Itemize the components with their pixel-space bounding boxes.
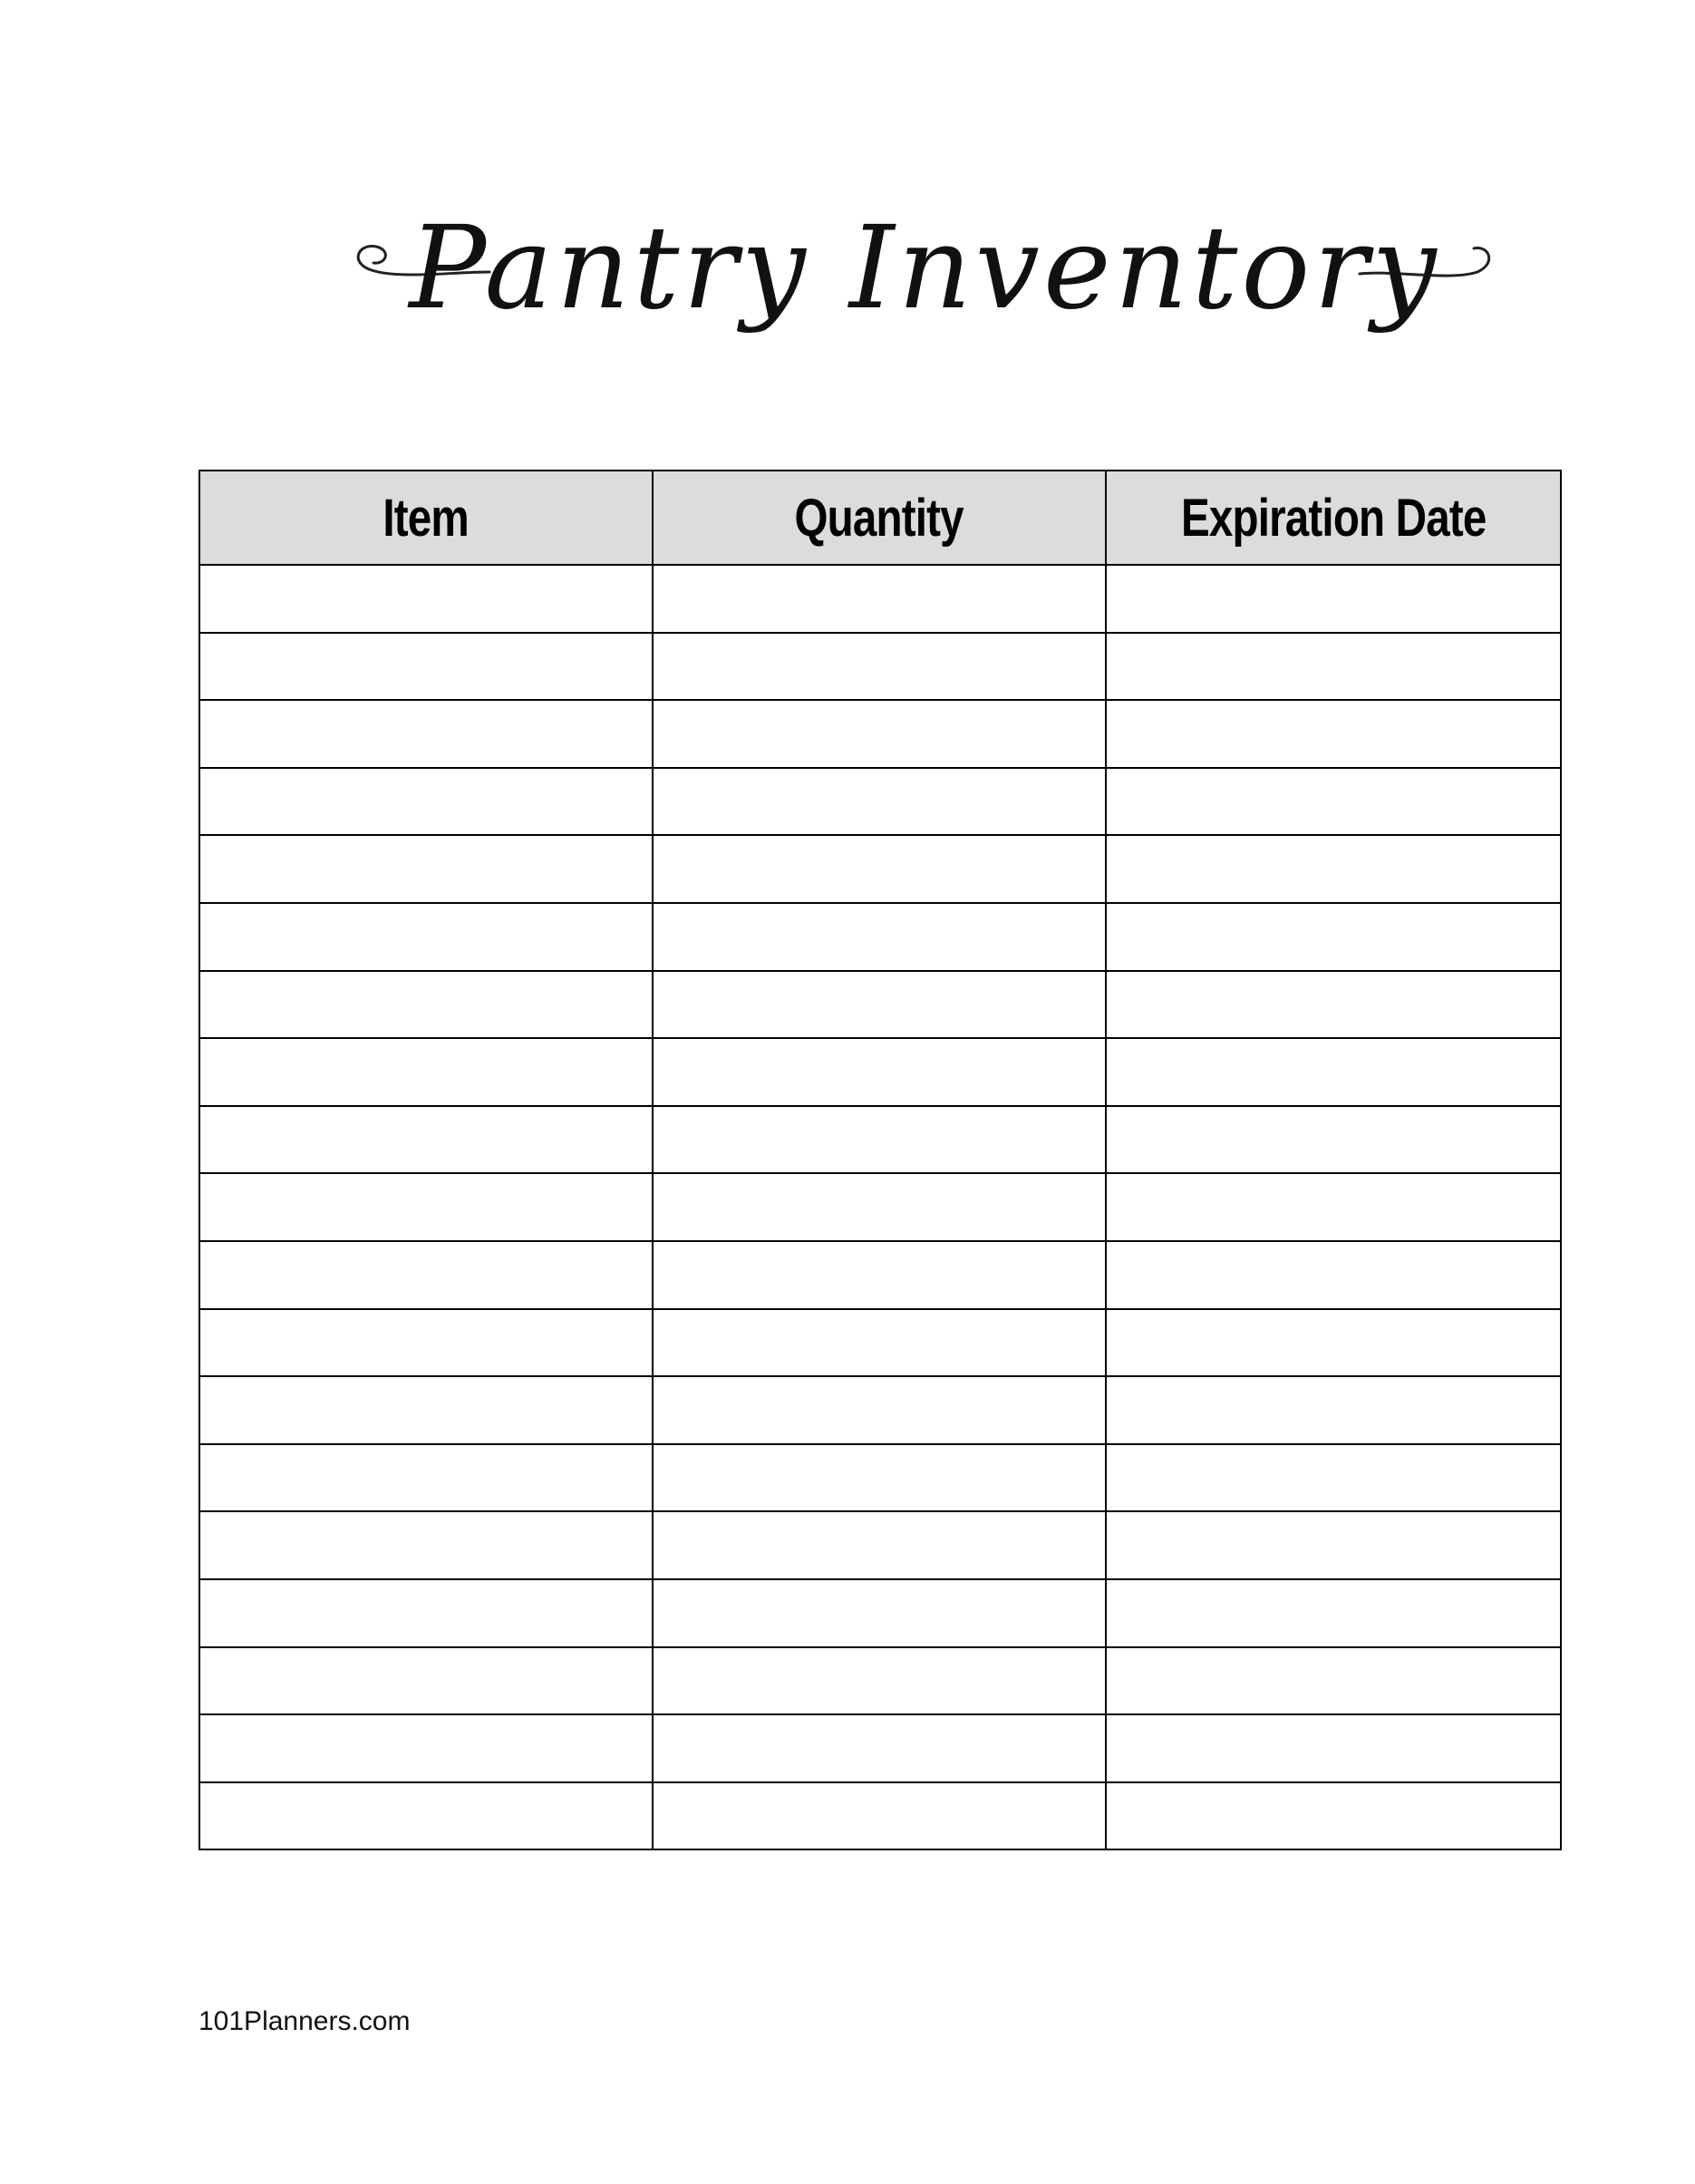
blank-cell-quantity bbox=[653, 835, 1106, 903]
blank-cell-item bbox=[199, 971, 653, 1039]
blank-cell-item bbox=[199, 1511, 653, 1579]
blank-cell-item bbox=[199, 835, 653, 903]
table-row bbox=[199, 835, 1561, 903]
table-row bbox=[199, 1647, 1561, 1715]
table-row bbox=[199, 1376, 1561, 1444]
blank-cell-expiration-date bbox=[1106, 1376, 1561, 1444]
table-row bbox=[199, 903, 1561, 971]
blank-cell-expiration-date bbox=[1106, 903, 1561, 971]
column-header-expiration-date bbox=[1106, 471, 1561, 565]
blank-cell-expiration-date bbox=[1106, 1038, 1561, 1106]
table-row bbox=[199, 565, 1561, 633]
table-row bbox=[199, 1714, 1561, 1782]
blank-cell-item bbox=[199, 1173, 653, 1241]
blank-cell-expiration-date bbox=[1106, 1647, 1561, 1715]
blank-cell-item bbox=[199, 1782, 653, 1850]
table-row bbox=[199, 1444, 1561, 1512]
blank-cell-quantity bbox=[653, 1782, 1106, 1850]
footer-source: 101Planners.com bbox=[199, 2006, 411, 2036]
blank-cell-item bbox=[199, 1309, 653, 1377]
blank-cell-quantity bbox=[653, 1173, 1106, 1241]
blank-cell-expiration-date bbox=[1106, 565, 1561, 633]
table-row bbox=[199, 1241, 1561, 1309]
blank-cell-expiration-date bbox=[1106, 1782, 1561, 1850]
blank-cell-expiration-date bbox=[1106, 1106, 1561, 1174]
blank-cell-item bbox=[199, 903, 653, 971]
blank-cell-expiration-date bbox=[1106, 835, 1561, 903]
table-row bbox=[199, 1579, 1561, 1647]
inventory-table bbox=[199, 470, 1562, 1850]
blank-cell-quantity bbox=[653, 903, 1106, 971]
table-row bbox=[199, 768, 1561, 836]
table-row bbox=[199, 971, 1561, 1039]
blank-cell-quantity bbox=[653, 1376, 1106, 1444]
blank-cell-expiration-date bbox=[1106, 1511, 1561, 1579]
blank-cell-item bbox=[199, 1376, 653, 1444]
blank-cell-expiration-date bbox=[1106, 633, 1561, 701]
blank-cell-quantity bbox=[653, 1511, 1106, 1579]
blank-cell-item bbox=[199, 1714, 653, 1782]
blank-cell-expiration-date bbox=[1106, 1714, 1561, 1782]
table-row bbox=[199, 700, 1561, 768]
blank-cell-quantity bbox=[653, 1444, 1106, 1512]
blank-cell-expiration-date bbox=[1106, 1579, 1561, 1647]
blank-cell-item bbox=[199, 1647, 653, 1715]
blank-cell-quantity bbox=[653, 971, 1106, 1039]
blank-cell-quantity bbox=[653, 1241, 1106, 1309]
blank-cell-expiration-date bbox=[1106, 1444, 1561, 1512]
blank-cell-quantity bbox=[653, 1579, 1106, 1647]
table-row bbox=[199, 633, 1561, 701]
blank-cell-item bbox=[199, 700, 653, 768]
blank-cell-expiration-date bbox=[1106, 971, 1561, 1039]
blank-cell-quantity bbox=[653, 565, 1106, 633]
column-header-expiration-date-label: Expiration Date bbox=[1180, 488, 1487, 548]
blank-cell-item bbox=[199, 565, 653, 633]
blank-cell-quantity bbox=[653, 633, 1106, 701]
blank-cell-quantity bbox=[653, 700, 1106, 768]
column-header-quantity-label: Quantity bbox=[794, 488, 964, 548]
blank-cell-item bbox=[199, 1106, 653, 1174]
column-header-item bbox=[199, 471, 653, 565]
column-header-item-label: Item bbox=[383, 488, 470, 548]
blank-cell-quantity bbox=[653, 1106, 1106, 1174]
table-row bbox=[199, 1309, 1561, 1377]
blank-cell-expiration-date bbox=[1106, 1173, 1561, 1241]
blank-cell-item bbox=[199, 768, 653, 836]
table-header-row bbox=[199, 471, 1561, 565]
blank-cell-expiration-date bbox=[1106, 1309, 1561, 1377]
title-block bbox=[354, 172, 1496, 363]
column-header-quantity bbox=[653, 471, 1106, 565]
blank-cell-item bbox=[199, 633, 653, 701]
table-row bbox=[199, 1038, 1561, 1106]
blank-cell-quantity bbox=[653, 1714, 1106, 1782]
blank-cell-expiration-date bbox=[1106, 700, 1561, 768]
blank-cell-quantity bbox=[653, 768, 1106, 836]
blank-cell-item bbox=[199, 1038, 653, 1106]
table-row bbox=[199, 1511, 1561, 1579]
blank-cell-item bbox=[199, 1241, 653, 1309]
blank-cell-expiration-date bbox=[1106, 1241, 1561, 1309]
table-row bbox=[199, 1782, 1561, 1850]
table-body bbox=[199, 565, 1561, 1849]
blank-cell-quantity bbox=[653, 1309, 1106, 1377]
page-title: Pantry Inventory bbox=[409, 200, 1440, 335]
blank-cell-item bbox=[199, 1444, 653, 1512]
table-row bbox=[199, 1173, 1561, 1241]
table-row bbox=[199, 1106, 1561, 1174]
blank-cell-quantity bbox=[653, 1038, 1106, 1106]
blank-cell-expiration-date bbox=[1106, 768, 1561, 836]
blank-cell-quantity bbox=[653, 1647, 1106, 1715]
blank-cell-item bbox=[199, 1579, 653, 1647]
